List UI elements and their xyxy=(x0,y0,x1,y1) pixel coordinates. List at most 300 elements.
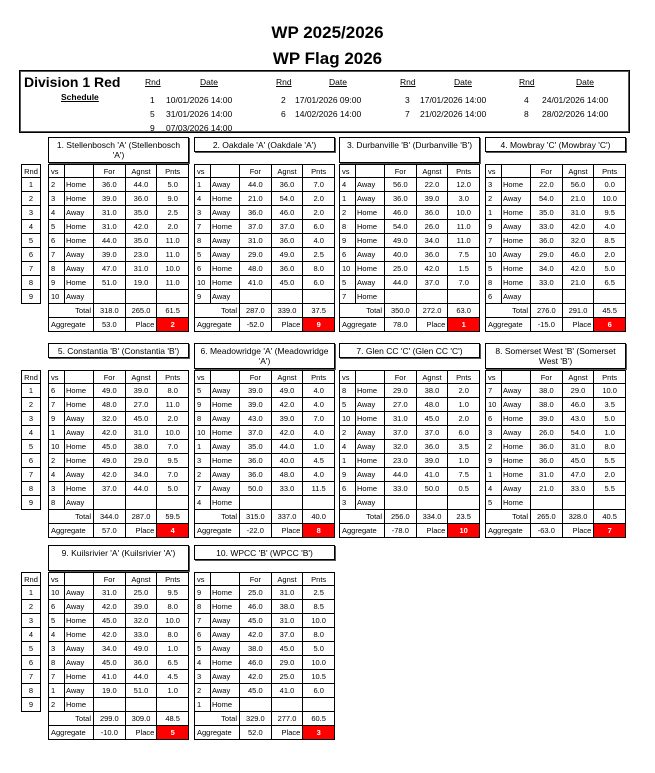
venue: Away xyxy=(211,628,240,642)
score-for: 29.0 xyxy=(385,384,417,398)
schedule-label: Schedule xyxy=(61,92,99,102)
opponent-number: 9 xyxy=(486,220,502,234)
pnts-header: Pnts xyxy=(303,165,335,178)
pnts-header: Pnts xyxy=(157,371,189,384)
aggregate-row xyxy=(340,524,480,538)
venue: Home xyxy=(356,454,385,468)
points: 4.0 xyxy=(303,398,335,412)
pnts-header: Pnts xyxy=(303,371,335,384)
for-header: For xyxy=(240,573,272,586)
table-row xyxy=(195,276,335,290)
points: 12.0 xyxy=(448,178,480,192)
score-for: 38.0 xyxy=(240,642,272,656)
round-number: 3 xyxy=(22,412,41,426)
table-row xyxy=(486,178,626,192)
score-for: 36.0 xyxy=(240,468,272,482)
score-against xyxy=(562,496,594,510)
aggregate-row xyxy=(49,524,189,538)
table-row xyxy=(195,628,335,642)
venue: Away xyxy=(65,642,94,656)
score-for: 49.0 xyxy=(94,454,126,468)
opponent-number: 10 xyxy=(195,276,211,290)
score-against: 42.0 xyxy=(125,220,157,234)
table-row xyxy=(195,614,335,628)
venue: Away xyxy=(211,290,240,304)
opponent-number: 7 xyxy=(486,234,502,248)
score-against: 41.0 xyxy=(416,468,448,482)
round-number: 4 xyxy=(22,220,41,234)
schedule-date-header: Date xyxy=(329,77,347,87)
vs-header: vs xyxy=(49,371,65,384)
aggregate-label: Aggregate xyxy=(49,726,94,740)
score-against: 48.0 xyxy=(271,468,303,482)
venue-header xyxy=(356,165,385,178)
schedule-rnd-header: Rnd xyxy=(276,77,292,87)
aggregate-value: 57.0 xyxy=(94,524,126,538)
venue: Home xyxy=(65,398,94,412)
table-row xyxy=(340,454,480,468)
points: 8.0 xyxy=(303,628,335,642)
points: 3.5 xyxy=(594,398,626,412)
venue: Away xyxy=(211,248,240,262)
score-for: 37.0 xyxy=(240,426,272,440)
venue: Home xyxy=(502,412,531,426)
score-for: 46.0 xyxy=(385,206,417,220)
table-row xyxy=(486,482,626,496)
total-row xyxy=(195,304,335,318)
score-against: 21.0 xyxy=(562,192,594,206)
aggregate-label: Aggregate xyxy=(49,318,94,332)
score-for: 36.0 xyxy=(531,234,563,248)
schedule-round-date: 10/01/2026 14:00 xyxy=(166,95,233,105)
score-against: 38.0 xyxy=(271,600,303,614)
score-against: 33.0 xyxy=(125,628,157,642)
points: 8.0 xyxy=(594,440,626,454)
opponent-number: 3 xyxy=(49,192,65,206)
score-for: 25.0 xyxy=(240,586,272,600)
points: 5.0 xyxy=(157,178,189,192)
points: 2.0 xyxy=(448,412,480,426)
venue: Away xyxy=(502,290,531,304)
opponent-number: 9 xyxy=(195,290,211,304)
opponent-number: 6 xyxy=(486,290,502,304)
score-for xyxy=(531,290,563,304)
opponent-number: 6 xyxy=(340,248,356,262)
round-number: 6 xyxy=(22,656,41,670)
table-row xyxy=(486,468,626,482)
round-number: 6 xyxy=(22,454,41,468)
points: 7.0 xyxy=(448,276,480,290)
table-row xyxy=(486,276,626,290)
team-results-table xyxy=(194,572,335,740)
total-against: 339.0 xyxy=(271,304,303,318)
place-label: Place xyxy=(125,726,157,740)
points: 2.0 xyxy=(594,468,626,482)
venue: Away xyxy=(356,178,385,192)
table-row xyxy=(195,656,335,670)
pnts-header: Pnts xyxy=(594,371,626,384)
score-against: 54.0 xyxy=(562,426,594,440)
score-against: 48.0 xyxy=(416,398,448,412)
vs-header: vs xyxy=(195,371,211,384)
opponent-number: 4 xyxy=(486,482,502,496)
venue: Home xyxy=(356,234,385,248)
table-row xyxy=(49,234,189,248)
score-for: 42.0 xyxy=(94,468,126,482)
team-title: 4. Mowbray 'C' (Mowbray 'C') xyxy=(485,137,626,152)
vs-header: vs xyxy=(49,165,65,178)
venue: Home xyxy=(65,482,94,496)
table-row xyxy=(49,482,189,496)
table-row xyxy=(486,412,626,426)
score-against: 36.0 xyxy=(125,192,157,206)
points: 7.0 xyxy=(303,178,335,192)
pnts-header: Pnts xyxy=(594,165,626,178)
table-row xyxy=(486,290,626,304)
venue: Home xyxy=(211,656,240,670)
agnst-header: Agnst xyxy=(562,371,594,384)
venue: Home xyxy=(502,276,531,290)
schedule-round-number: 5 xyxy=(150,109,155,119)
team-title: 9. Kuilsrivier 'A' (Kuilsrivier 'A') xyxy=(48,545,189,571)
points: 6.0 xyxy=(303,276,335,290)
score-against: 32.0 xyxy=(562,234,594,248)
points: 1.0 xyxy=(594,426,626,440)
round-number: 5 xyxy=(22,234,41,248)
score-against: 35.0 xyxy=(125,234,157,248)
total-for: 299.0 xyxy=(94,712,126,726)
round-number-column xyxy=(21,572,41,712)
score-against: 44.0 xyxy=(271,440,303,454)
score-against: 31.0 xyxy=(125,426,157,440)
opponent-number: 4 xyxy=(340,178,356,192)
schedule-round-date: 17/01/2026 09:00 xyxy=(295,95,362,105)
round-number: 5 xyxy=(22,440,41,454)
table-row xyxy=(195,220,335,234)
score-for: 36.0 xyxy=(531,440,563,454)
round-number: 3 xyxy=(22,206,41,220)
table-row xyxy=(340,234,480,248)
total-label: Total xyxy=(195,712,240,726)
points: 8.0 xyxy=(157,384,189,398)
points: 10.5 xyxy=(303,670,335,684)
opponent-number: 7 xyxy=(340,290,356,304)
place-badge: 4 xyxy=(157,524,189,538)
score-for: 44.0 xyxy=(385,276,417,290)
venue: Home xyxy=(356,220,385,234)
venue: Home xyxy=(65,234,94,248)
table-row xyxy=(49,248,189,262)
points: 1.0 xyxy=(448,398,480,412)
venue: Away xyxy=(502,220,531,234)
venue: Away xyxy=(65,496,94,510)
total-label: Total xyxy=(340,304,385,318)
place-label: Place xyxy=(416,318,448,332)
points: 8.5 xyxy=(303,600,335,614)
schedule-panel xyxy=(19,70,630,133)
team-block xyxy=(194,343,335,538)
total-points: 63.0 xyxy=(448,304,480,318)
schedule-date-header: Date xyxy=(200,77,218,87)
venue: Away xyxy=(211,670,240,684)
venue: Home xyxy=(211,398,240,412)
opponent-number: 1 xyxy=(486,206,502,220)
team-results-table xyxy=(48,370,189,538)
opponent-number: 1 xyxy=(49,426,65,440)
opponent-number: 8 xyxy=(195,412,211,426)
opponent-number: 1 xyxy=(486,468,502,482)
agnst-header: Agnst xyxy=(416,371,448,384)
opponent-number: 6 xyxy=(49,600,65,614)
opponent-number: 9 xyxy=(49,412,65,426)
score-against xyxy=(271,698,303,712)
points: 11.0 xyxy=(157,248,189,262)
score-for xyxy=(385,290,417,304)
venue: Home xyxy=(211,586,240,600)
round-number: 8 xyxy=(22,684,41,698)
opponent-number: 9 xyxy=(486,454,502,468)
score-against: 45.0 xyxy=(416,412,448,426)
score-against: 35.0 xyxy=(125,206,157,220)
opponent-number: 10 xyxy=(49,586,65,600)
points: 10.0 xyxy=(157,426,189,440)
place-label: Place xyxy=(125,524,157,538)
round-number-column xyxy=(21,370,41,510)
agnst-header: Agnst xyxy=(271,573,303,586)
venue: Home xyxy=(502,468,531,482)
table-row xyxy=(195,290,335,304)
agnst-header: Agnst xyxy=(271,371,303,384)
schedule-round-number: 3 xyxy=(405,95,410,105)
score-against: 29.0 xyxy=(562,384,594,398)
opponent-number: 5 xyxy=(49,220,65,234)
rnd-header: Rnd xyxy=(22,165,41,178)
points: 8.0 xyxy=(303,262,335,276)
table-row xyxy=(195,468,335,482)
venue: Home xyxy=(211,262,240,276)
venue: Home xyxy=(211,600,240,614)
total-for: 256.0 xyxy=(385,510,417,524)
total-points: 37.5 xyxy=(303,304,335,318)
points: 8.0 xyxy=(157,600,189,614)
venue: Away xyxy=(65,262,94,276)
venue: Away xyxy=(65,586,94,600)
points: 5.0 xyxy=(303,642,335,656)
total-row xyxy=(49,510,189,524)
round-number: 8 xyxy=(22,482,41,496)
points: 2.0 xyxy=(303,192,335,206)
venue: Away xyxy=(502,482,531,496)
opponent-number: 8 xyxy=(486,276,502,290)
table-row xyxy=(340,206,480,220)
table-row xyxy=(340,248,480,262)
score-against: 39.0 xyxy=(416,192,448,206)
opponent-number: 1 xyxy=(195,178,211,192)
round-number: 7 xyxy=(22,670,41,684)
score-against: 31.0 xyxy=(125,262,157,276)
table-row xyxy=(195,206,335,220)
for-header: For xyxy=(240,371,272,384)
venue: Away xyxy=(211,440,240,454)
schedule-round-date: 14/02/2026 14:00 xyxy=(295,109,362,119)
pnts-header: Pnts xyxy=(157,165,189,178)
opponent-number: 5 xyxy=(49,614,65,628)
score-for: 49.0 xyxy=(385,234,417,248)
round-number: 9 xyxy=(22,496,41,510)
score-for: 36.0 xyxy=(531,454,563,468)
opponent-number: 10 xyxy=(486,248,502,262)
team-results-table xyxy=(194,164,335,332)
score-against: 44.0 xyxy=(125,178,157,192)
opponent-number: 1 xyxy=(340,192,356,206)
venue: Away xyxy=(502,248,531,262)
score-for: 39.0 xyxy=(531,412,563,426)
total-row xyxy=(340,304,480,318)
score-against: 45.0 xyxy=(562,454,594,468)
score-against: 54.0 xyxy=(271,192,303,206)
table-row xyxy=(195,454,335,468)
venue: Home xyxy=(65,614,94,628)
total-row xyxy=(195,712,335,726)
points: 1.0 xyxy=(303,440,335,454)
agnst-header: Agnst xyxy=(125,165,157,178)
place-badge: 8 xyxy=(303,524,335,538)
points: 4.0 xyxy=(303,426,335,440)
agnst-header: Agnst xyxy=(562,165,594,178)
venue: Away xyxy=(65,684,94,698)
opponent-number: 10 xyxy=(195,426,211,440)
score-for: 31.0 xyxy=(240,234,272,248)
score-against: 42.0 xyxy=(271,426,303,440)
opponent-number: 3 xyxy=(486,426,502,440)
table-row xyxy=(340,262,480,276)
score-for: 37.0 xyxy=(385,426,417,440)
aggregate-label: Aggregate xyxy=(340,318,385,332)
score-against: 38.0 xyxy=(416,384,448,398)
schedule-round-number: 2 xyxy=(281,95,286,105)
points xyxy=(448,496,480,510)
venue: Away xyxy=(356,426,385,440)
score-for: 34.0 xyxy=(94,642,126,656)
score-against: 46.0 xyxy=(562,398,594,412)
score-against: 41.0 xyxy=(271,684,303,698)
score-for: 48.0 xyxy=(94,398,126,412)
venue-header xyxy=(65,573,94,586)
table-row xyxy=(49,468,189,482)
points: 6.5 xyxy=(157,656,189,670)
points: 5.0 xyxy=(594,262,626,276)
table-row xyxy=(340,290,480,304)
pnts-header: Pnts xyxy=(303,573,335,586)
points: 10.0 xyxy=(594,384,626,398)
total-against: 337.0 xyxy=(271,510,303,524)
points: 11.0 xyxy=(448,234,480,248)
aggregate-label: Aggregate xyxy=(340,524,385,538)
table-row xyxy=(340,412,480,426)
total-points: 40.0 xyxy=(303,510,335,524)
table-row xyxy=(195,384,335,398)
points: 3.0 xyxy=(448,192,480,206)
score-for: 47.0 xyxy=(94,262,126,276)
total-row xyxy=(49,304,189,318)
score-for: 33.0 xyxy=(531,220,563,234)
opponent-number: 3 xyxy=(195,206,211,220)
opponent-number: 7 xyxy=(49,398,65,412)
venue: Away xyxy=(211,468,240,482)
table-row xyxy=(195,248,335,262)
score-for: 45.0 xyxy=(94,656,126,670)
points: 6.0 xyxy=(303,684,335,698)
points: 2.5 xyxy=(303,248,335,262)
points: 6.0 xyxy=(448,426,480,440)
score-for: 36.0 xyxy=(94,178,126,192)
opponent-number: 6 xyxy=(49,384,65,398)
for-header: For xyxy=(531,371,563,384)
venue: Away xyxy=(211,384,240,398)
total-row xyxy=(340,510,480,524)
score-against: 39.0 xyxy=(271,412,303,426)
score-for: 45.0 xyxy=(94,440,126,454)
schedule-round-number: 9 xyxy=(150,123,155,133)
vs-header: vs xyxy=(49,573,65,586)
opponent-number: 4 xyxy=(49,206,65,220)
points: 9.5 xyxy=(157,454,189,468)
venue: Away xyxy=(356,440,385,454)
round-number: 1 xyxy=(22,178,41,192)
opponent-number: 4 xyxy=(195,192,211,206)
vs-header: vs xyxy=(486,371,502,384)
aggregate-value: 53.0 xyxy=(94,318,126,332)
vs-header: vs xyxy=(195,165,211,178)
pnts-header: Pnts xyxy=(448,165,480,178)
aggregate-row xyxy=(340,318,480,332)
opponent-number: 9 xyxy=(340,468,356,482)
round-number: 2 xyxy=(22,600,41,614)
for-header: For xyxy=(94,371,126,384)
points: 11.0 xyxy=(157,234,189,248)
round-number: 7 xyxy=(22,262,41,276)
aggregate-label: Aggregate xyxy=(486,524,531,538)
team-block xyxy=(339,137,480,332)
agnst-header: Agnst xyxy=(271,165,303,178)
score-for: 42.0 xyxy=(240,670,272,684)
total-against: 291.0 xyxy=(562,304,594,318)
score-for: 41.0 xyxy=(240,276,272,290)
venue-header xyxy=(65,165,94,178)
venue: Away xyxy=(65,206,94,220)
rnd-header: Rnd xyxy=(22,371,41,384)
opponent-number: 2 xyxy=(49,178,65,192)
opponent-number: 7 xyxy=(49,248,65,262)
table-row xyxy=(486,248,626,262)
table-row xyxy=(486,234,626,248)
score-for: 36.0 xyxy=(240,454,272,468)
venue: Home xyxy=(502,206,531,220)
place-label: Place xyxy=(125,318,157,332)
table-row xyxy=(195,670,335,684)
score-for: 37.0 xyxy=(240,220,272,234)
venue: Home xyxy=(65,192,94,206)
schedule-round-number: 6 xyxy=(281,109,286,119)
total-points: 61.5 xyxy=(157,304,189,318)
points: 7.0 xyxy=(303,412,335,426)
page-subtitle: WP Flag 2026 xyxy=(272,49,383,68)
venue-header xyxy=(502,165,531,178)
score-against: 33.0 xyxy=(562,482,594,496)
venue: Away xyxy=(65,468,94,482)
opponent-number: 8 xyxy=(195,600,211,614)
place-badge: 1 xyxy=(448,318,480,332)
